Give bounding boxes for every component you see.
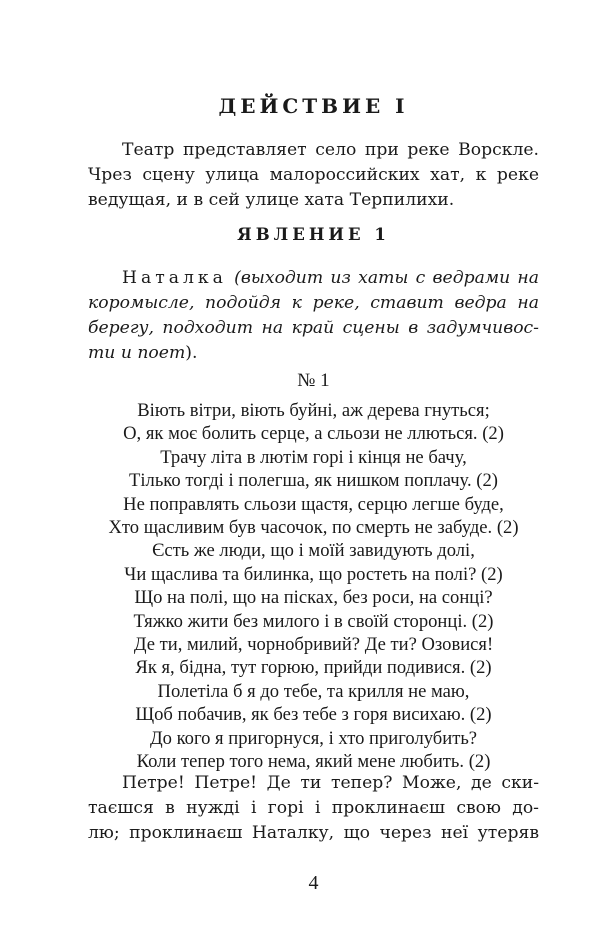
- stage-direction-end: ).: [185, 343, 198, 363]
- act-title: ДЕЙСТВИЕ I: [218, 94, 409, 118]
- verse-line: Де ти, милий, чорнобривий? Де ти? Озовися!: [133, 634, 494, 656]
- stage-direction: [88, 266, 539, 366]
- song-number: № 1: [297, 370, 330, 391]
- verse-line: Як я, бідна, тут горюю, прийди подивися. (2): [135, 657, 492, 679]
- book-page: [88, 0, 539, 934]
- monologue-line: лю; проклинаєш Наталку, що через неї утеряв: [88, 823, 539, 843]
- character-name: Наталка: [122, 268, 227, 288]
- verse-line: Що на полі, що на пісках, без роси, на сонці?: [134, 587, 493, 609]
- stage-direction-text: (выходит из хаты с ведрами на: [226, 268, 539, 288]
- stage-direction-line: коромысле, подойдя к реке, ставит ведра на: [88, 293, 539, 313]
- verse-line: Полетіла б я до тебе, та крилля не маю,: [157, 680, 470, 702]
- scene-title: ЯВЛЕНИЕ 1: [237, 225, 390, 244]
- monologue-line: Петре! Петре! Де ти тепер? Може, де ски-: [122, 773, 539, 793]
- verse-line: Віють вітри, віють буйні, аж дерева гнуться;: [137, 400, 490, 421]
- monologue: [88, 771, 539, 846]
- stage-direction-text: ти и поет: [88, 343, 186, 363]
- verse-line: Хто щасливим був часочок, по смерть не забуде. (2): [108, 517, 519, 539]
- verse-line: Не поправлять сльози щастя, серцю легше буде,: [123, 493, 504, 515]
- stage-direction-line: [88, 341, 539, 366]
- verse-line: Трачу літа в лютім горі і кінця не бачу,: [160, 446, 467, 468]
- page-number: 4: [308, 872, 319, 894]
- verse-line: Тілько тогді і полегша, як нишком поплачу. (2): [129, 470, 498, 492]
- song-lyrics: [68, 399, 559, 774]
- verse-line: Коли тепер того нема, який мене любить. (2): [136, 751, 491, 773]
- stage-direction-line: берегу, подходит на край сцены в задумчивос-: [88, 318, 539, 338]
- verse-line: Тяжко жити без милого і в своїй сторонці. (2): [133, 610, 494, 632]
- verse-line: Щоб побачив, як без тебе з горя висихаю. (2): [135, 704, 492, 726]
- monologue-line: таєшся в нужді і горі і проклинаєш свою до-: [88, 798, 539, 818]
- stage-direction-line: [88, 266, 539, 291]
- verse-line: О, як моє болить серце, а сльози не ллються. (2): [123, 423, 504, 445]
- verse-line: Чи щаслива та билинка, що ростеть на полі? (2): [124, 563, 503, 585]
- setting-line: Чрез сцену улица малороссийских хат, к реке: [88, 165, 539, 185]
- setting-line: ведущая, и в сей улице хата Терпилихи.: [88, 190, 455, 210]
- setting-description: [88, 138, 539, 213]
- verse-line: До кого я пригорнуся, і хто приголубить?: [149, 727, 478, 749]
- verse-line: Єсть же люди, що і моїй завидують долі,: [152, 540, 475, 562]
- setting-line: Театр представляет село при реке Ворскле.: [122, 140, 539, 160]
